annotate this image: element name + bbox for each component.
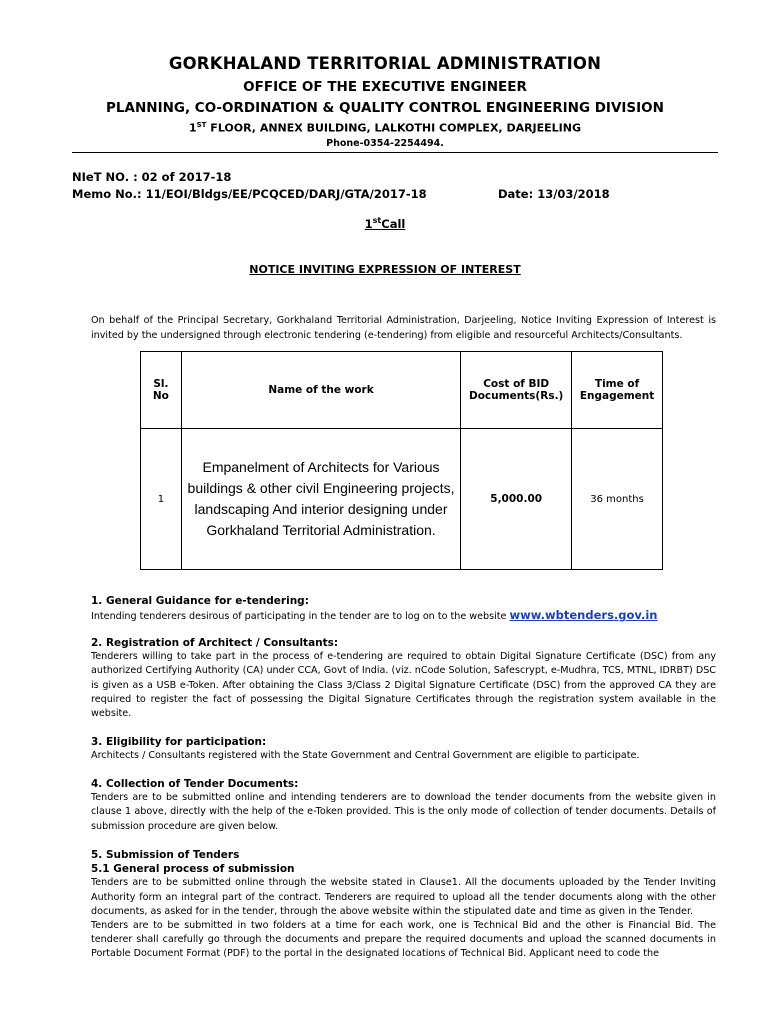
- section-3-title: 3. Eligibility for participation:: [91, 736, 267, 748]
- section-1-title: 1. General Guidance for e-tendering:: [91, 595, 309, 607]
- header-sl-line1: Sl.: [153, 378, 169, 390]
- floor-suffix: ST: [196, 121, 207, 129]
- call-text: Call: [381, 216, 406, 231]
- table-row: [141, 429, 663, 570]
- header-cost-line2: Documents(Rs.): [469, 390, 564, 402]
- section-registration: [91, 636, 716, 721]
- section-submission: [91, 848, 716, 962]
- division-title: PLANNING, CO-ORDINATION & QUALITY CONTROL ENGINEERING DIVISION: [106, 100, 664, 116]
- floor-number: 1: [188, 121, 197, 135]
- notice-date: Date: 13/03/2018: [498, 187, 610, 201]
- header-divider: [72, 152, 718, 153]
- niet-number: NIeT NO. : 02 of 2017-18: [72, 170, 232, 184]
- section-5-subtitle: 5.1 General process of submission: [91, 863, 295, 876]
- notice-title: NOTICE INVITING EXPRESSION OF INTEREST: [249, 263, 521, 276]
- website-link[interactable]: www.wbtenders.gov.in: [509, 608, 658, 623]
- work-table: [140, 351, 663, 570]
- call-suffix: st: [372, 216, 382, 225]
- office-title: OFFICE OF THE EXECUTIVE ENGINEER: [243, 79, 527, 95]
- section-collection: [91, 777, 716, 834]
- table-header-row: [141, 352, 663, 429]
- section-4-body: Tenders are to be submitted online and intending tenderers are to download the tender documents from the website given in clause 1 above, directly with the help of the e-Token provided. This is the only mode of collection of tender documents. Details of submission procedure are given below.: [91, 792, 716, 832]
- section-2-title: 2. Registration of Architect / Consultants:: [91, 637, 339, 649]
- org-title: GORKHALAND TERRITORIAL ADMINISTRATION: [168, 54, 602, 73]
- section-eligibility: [91, 735, 716, 763]
- cell-work-name: Empanelment of Architects for Various buildings & other civil Engineering projects, landscaping And interior designing under Gorkhaland Territorial Administration.: [181, 429, 460, 570]
- memo-number: Memo No.: 11/EOI/Bldgs/EE/PCQCED/DARJ/GTA/2017-18: [72, 187, 427, 201]
- cell-time: 36 months: [572, 429, 663, 570]
- header-time-line1: Time of: [594, 378, 640, 390]
- address-line: [0, 121, 770, 135]
- section-1-body: Intending tenderers desirous of participating in the tender are to log on to the website: [91, 611, 510, 623]
- section-4-title: 4. Collection of Tender Documents:: [91, 778, 299, 790]
- intro-paragraph: On behalf of the Principal Secretary, Gorkhaland Territorial Administration, Darjeeling, Notice Inviting Expression of Interest is invited by the undersigned through electronic tendering (e-tendering) from eligible and resourceful Architects/Consultants.: [91, 315, 716, 341]
- section-general-guidance: [91, 594, 716, 624]
- header-cost: [461, 352, 572, 429]
- header-sl-line2: No: [152, 390, 169, 402]
- header-time: [572, 352, 663, 429]
- section-2-body: Tenderers willing to take part in the process of e-tendering are required to obtain Digital Signature Certificate (DSC) from any authorized Certifying Authority (CA) under CCA, Govt of India. (viz. nCode Solution, Safescrypt, e-Mudhra, TCS, MTNL, IDRBT) DSC is given as a USB e-Token. After obtaining the Class 3/Class 2 Digital Signature Certificate (DSC) from the approved CA they are required to register the fact of possessing the Digital Signature Certificates through the registration system available in the website.: [91, 651, 716, 720]
- section-5-body-2: Tenders are to be submitted in two folders at a time for each work, one is Technical Bid and the other is Financial Bid. The tenderer shall carefully go through the documents and prepare the required documents and upload the scanned documents in Portable Document Format (PDF) to the portal in the designated locations of Technical Bid. Applicant need to code the: [91, 920, 716, 960]
- call-label: [0, 216, 770, 231]
- call-number: 1: [364, 216, 373, 231]
- header-time-line2: Engagement: [579, 390, 655, 402]
- header-sl-no: [141, 352, 182, 429]
- phone-line: Phone-0354-2254494.: [326, 138, 444, 149]
- section-3-body: Architects / Consultants registered with the State Government and Central Government are eligible to participate.: [91, 750, 640, 762]
- cell-sl-no: 1: [141, 429, 182, 570]
- section-5-title: 5. Submission of Tenders: [91, 849, 240, 861]
- cell-cost: 5,000.00: [461, 429, 572, 570]
- header-cost-line1: Cost of BID: [483, 378, 550, 390]
- header-name-of-work: Name of the work: [181, 352, 460, 429]
- address-text: FLOOR, ANNEX BUILDING, LALKOTHI COMPLEX, DARJEELING: [206, 121, 582, 135]
- section-5-body-1: Tenders are to be submitted online through the website stated in Clause1. All the documents uploaded by the Tender Inviting Authority form an integral part of the contract. Tenderers are required to upload all the tender documents along with the other documents, as asked for in the tender, through the above website within the stipulated date and time as given in the Tender.: [91, 877, 716, 917]
